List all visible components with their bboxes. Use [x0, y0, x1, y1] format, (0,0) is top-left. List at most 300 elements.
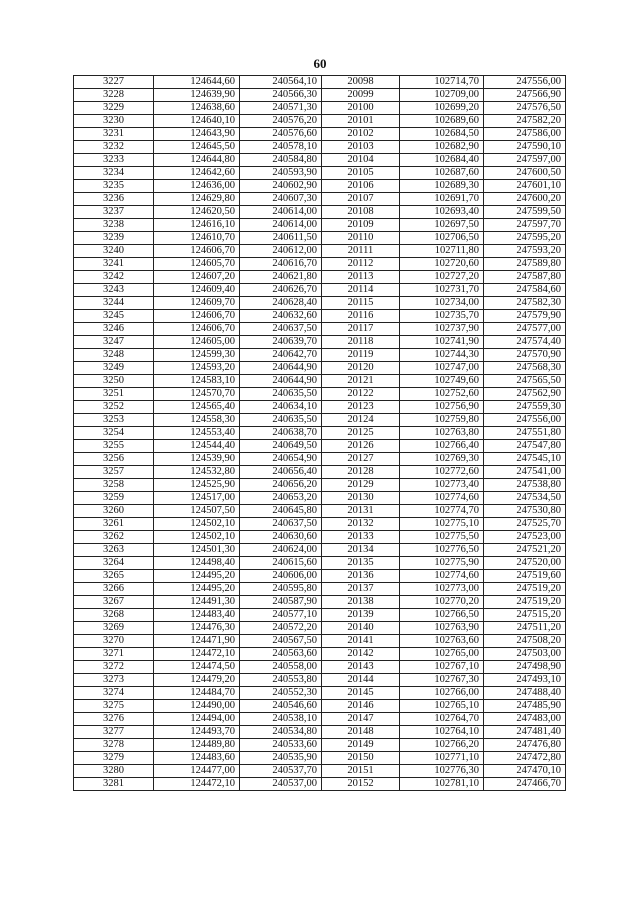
x-coordinate-cell: 124593,20: [154, 362, 240, 375]
point-number-cell: 20148: [322, 726, 400, 739]
x-coordinate-cell: 124606,70: [154, 323, 240, 336]
point-number-cell: 20114: [322, 284, 400, 297]
y-coordinate-cell: 247559,30: [484, 401, 566, 414]
y-coordinate-cell: 247582,30: [484, 297, 566, 310]
x-coordinate-cell: 102711,80: [400, 245, 484, 258]
point-number-cell: 3238: [74, 219, 154, 232]
y-coordinate-cell: 247534,50: [484, 492, 566, 505]
y-coordinate-cell: 247556,00: [484, 414, 566, 427]
point-number-cell: 20143: [322, 661, 400, 674]
point-number-cell: 3254: [74, 427, 154, 440]
x-coordinate-cell: 124494,00: [154, 713, 240, 726]
table-row: [74, 570, 566, 583]
point-number-cell: 20125: [322, 427, 400, 440]
table-row: [74, 349, 566, 362]
y-coordinate-cell: 247601,10: [484, 180, 566, 193]
table-row: [74, 518, 566, 531]
y-coordinate-cell: 247483,00: [484, 713, 566, 726]
y-coordinate-cell: 240538,10: [240, 713, 322, 726]
point-number-cell: 3266: [74, 583, 154, 596]
table-row: [74, 180, 566, 193]
x-coordinate-cell: 124640,10: [154, 115, 240, 128]
x-coordinate-cell: 102684,50: [400, 128, 484, 141]
x-coordinate-cell: 124643,90: [154, 128, 240, 141]
x-coordinate-cell: 124471,90: [154, 635, 240, 648]
point-number-cell: 20131: [322, 505, 400, 518]
point-number-cell: 3258: [74, 479, 154, 492]
point-number-cell: 20132: [322, 518, 400, 531]
coordinates-table: [73, 75, 566, 791]
x-coordinate-cell: 124610,70: [154, 232, 240, 245]
x-coordinate-cell: 102763,90: [400, 622, 484, 635]
x-coordinate-cell: 124525,90: [154, 479, 240, 492]
point-number-cell: 20117: [322, 323, 400, 336]
point-number-cell: 3275: [74, 700, 154, 713]
table-row: [74, 141, 566, 154]
x-coordinate-cell: 102727,20: [400, 271, 484, 284]
y-coordinate-cell: 240593,90: [240, 167, 322, 180]
y-coordinate-cell: 247530,80: [484, 505, 566, 518]
y-coordinate-cell: 247545,10: [484, 453, 566, 466]
x-coordinate-cell: 102737,90: [400, 323, 484, 336]
x-coordinate-cell: 124583,10: [154, 375, 240, 388]
x-coordinate-cell: 124479,20: [154, 674, 240, 687]
y-coordinate-cell: 247472,80: [484, 752, 566, 765]
table-row: [74, 479, 566, 492]
x-coordinate-cell: 102741,90: [400, 336, 484, 349]
y-coordinate-cell: 240587,90: [240, 596, 322, 609]
x-coordinate-cell: 124642,60: [154, 167, 240, 180]
table-row: [74, 453, 566, 466]
x-coordinate-cell: 124609,70: [154, 297, 240, 310]
point-number-cell: 3231: [74, 128, 154, 141]
point-number-cell: 3250: [74, 375, 154, 388]
point-number-cell: 20134: [322, 544, 400, 557]
x-coordinate-cell: 102699,20: [400, 102, 484, 115]
y-coordinate-cell: 240644,90: [240, 375, 322, 388]
table-row: [74, 674, 566, 687]
x-coordinate-cell: 124639,90: [154, 89, 240, 102]
y-coordinate-cell: 240649,50: [240, 440, 322, 453]
x-coordinate-cell: 102720,60: [400, 258, 484, 271]
y-coordinate-cell: 240537,00: [240, 778, 322, 791]
y-coordinate-cell: 247525,70: [484, 518, 566, 531]
y-coordinate-cell: 240553,80: [240, 674, 322, 687]
point-number-cell: 20127: [322, 453, 400, 466]
x-coordinate-cell: 124502,10: [154, 518, 240, 531]
point-number-cell: 3252: [74, 401, 154, 414]
y-coordinate-cell: 247488,40: [484, 687, 566, 700]
x-coordinate-cell: 102765,10: [400, 700, 484, 713]
y-coordinate-cell: 240624,00: [240, 544, 322, 557]
point-number-cell: 3268: [74, 609, 154, 622]
point-number-cell: 20147: [322, 713, 400, 726]
y-coordinate-cell: 240626,70: [240, 284, 322, 297]
y-coordinate-cell: 247589,80: [484, 258, 566, 271]
x-coordinate-cell: 102772,60: [400, 466, 484, 479]
point-number-cell: 3247: [74, 336, 154, 349]
point-number-cell: 3280: [74, 765, 154, 778]
x-coordinate-cell: 102770,20: [400, 596, 484, 609]
table-row: [74, 635, 566, 648]
point-number-cell: 3279: [74, 752, 154, 765]
x-coordinate-cell: 124629,80: [154, 193, 240, 206]
x-coordinate-cell: 102764,10: [400, 726, 484, 739]
y-coordinate-cell: 247470,10: [484, 765, 566, 778]
table-row: [74, 271, 566, 284]
x-coordinate-cell: 124565,40: [154, 401, 240, 414]
point-number-cell: 20121: [322, 375, 400, 388]
x-coordinate-cell: 102764,70: [400, 713, 484, 726]
point-number-cell: 3269: [74, 622, 154, 635]
point-number-cell: 3259: [74, 492, 154, 505]
x-coordinate-cell: 102706,50: [400, 232, 484, 245]
x-coordinate-cell: 102776,50: [400, 544, 484, 557]
y-coordinate-cell: 247574,40: [484, 336, 566, 349]
point-number-cell: 20105: [322, 167, 400, 180]
point-number-cell: 20133: [322, 531, 400, 544]
y-coordinate-cell: 247590,10: [484, 141, 566, 154]
y-coordinate-cell: 240535,90: [240, 752, 322, 765]
y-coordinate-cell: 240577,10: [240, 609, 322, 622]
y-coordinate-cell: 240615,60: [240, 557, 322, 570]
point-number-cell: 3261: [74, 518, 154, 531]
y-coordinate-cell: 247515,20: [484, 609, 566, 622]
point-number-cell: 3274: [74, 687, 154, 700]
point-number-cell: 20111: [322, 245, 400, 258]
point-number-cell: 3246: [74, 323, 154, 336]
point-number-cell: 20142: [322, 648, 400, 661]
point-number-cell: 3242: [74, 271, 154, 284]
table-row: [74, 284, 566, 297]
table-row: [74, 310, 566, 323]
x-coordinate-cell: 102773,40: [400, 479, 484, 492]
table-row: [74, 427, 566, 440]
point-number-cell: 20104: [322, 154, 400, 167]
y-coordinate-cell: 247476,80: [484, 739, 566, 752]
point-number-cell: 3272: [74, 661, 154, 674]
y-coordinate-cell: 247570,90: [484, 349, 566, 362]
point-number-cell: 20128: [322, 466, 400, 479]
y-coordinate-cell: 247565,50: [484, 375, 566, 388]
y-coordinate-cell: 240630,60: [240, 531, 322, 544]
table-row: [74, 297, 566, 310]
table-row: [74, 531, 566, 544]
point-number-cell: 20138: [322, 596, 400, 609]
point-number-cell: 3276: [74, 713, 154, 726]
point-number-cell: 20102: [322, 128, 400, 141]
point-number-cell: 20109: [322, 219, 400, 232]
y-coordinate-cell: 240611,50: [240, 232, 322, 245]
point-number-cell: 20108: [322, 206, 400, 219]
point-number-cell: 3262: [74, 531, 154, 544]
y-coordinate-cell: 240639,70: [240, 336, 322, 349]
point-number-cell: 3273: [74, 674, 154, 687]
x-coordinate-cell: 102774,70: [400, 505, 484, 518]
y-coordinate-cell: 247556,00: [484, 76, 566, 89]
x-coordinate-cell: 102693,40: [400, 206, 484, 219]
point-number-cell: 20149: [322, 739, 400, 752]
x-coordinate-cell: 102752,60: [400, 388, 484, 401]
table-row: [74, 661, 566, 674]
x-coordinate-cell: 124489,80: [154, 739, 240, 752]
x-coordinate-cell: 102766,00: [400, 687, 484, 700]
y-coordinate-cell: 240635,50: [240, 388, 322, 401]
point-number-cell: 3227: [74, 76, 154, 89]
point-number-cell: 20118: [322, 336, 400, 349]
table-row: [74, 362, 566, 375]
point-number-cell: 3228: [74, 89, 154, 102]
y-coordinate-cell: 240621,80: [240, 271, 322, 284]
y-coordinate-cell: 240576,20: [240, 115, 322, 128]
table-row: [74, 336, 566, 349]
y-coordinate-cell: 247466,70: [484, 778, 566, 791]
point-number-cell: 20141: [322, 635, 400, 648]
table-row: [74, 765, 566, 778]
y-coordinate-cell: 240616,70: [240, 258, 322, 271]
y-coordinate-cell: 240537,70: [240, 765, 322, 778]
x-coordinate-cell: 102763,80: [400, 427, 484, 440]
point-number-cell: 20130: [322, 492, 400, 505]
x-coordinate-cell: 124507,50: [154, 505, 240, 518]
point-number-cell: 20122: [322, 388, 400, 401]
y-coordinate-cell: 240564,10: [240, 76, 322, 89]
x-coordinate-cell: 124616,10: [154, 219, 240, 232]
x-coordinate-cell: 124483,40: [154, 609, 240, 622]
y-coordinate-cell: 247599,50: [484, 206, 566, 219]
y-coordinate-cell: 240576,60: [240, 128, 322, 141]
x-coordinate-cell: 102781,10: [400, 778, 484, 791]
x-coordinate-cell: 124605,00: [154, 336, 240, 349]
y-coordinate-cell: 240614,00: [240, 206, 322, 219]
point-number-cell: 3248: [74, 349, 154, 362]
point-number-cell: 3256: [74, 453, 154, 466]
point-number-cell: 20115: [322, 297, 400, 310]
x-coordinate-cell: 102773,00: [400, 583, 484, 596]
point-number-cell: 20098: [322, 76, 400, 89]
point-number-cell: 3260: [74, 505, 154, 518]
table-row: [74, 596, 566, 609]
point-number-cell: 20101: [322, 115, 400, 128]
y-coordinate-cell: 247521,20: [484, 544, 566, 557]
y-coordinate-cell: 247485,90: [484, 700, 566, 713]
point-number-cell: 3230: [74, 115, 154, 128]
table-row: [74, 206, 566, 219]
x-coordinate-cell: 102691,70: [400, 193, 484, 206]
point-number-cell: 20119: [322, 349, 400, 362]
y-coordinate-cell: 240654,90: [240, 453, 322, 466]
point-number-cell: 20123: [322, 401, 400, 414]
x-coordinate-cell: 124490,00: [154, 700, 240, 713]
table-row: [74, 505, 566, 518]
y-coordinate-cell: 247597,00: [484, 154, 566, 167]
x-coordinate-cell: 102767,30: [400, 674, 484, 687]
x-coordinate-cell: 124620,50: [154, 206, 240, 219]
x-coordinate-cell: 102775,50: [400, 531, 484, 544]
table-row: [74, 726, 566, 739]
table-row: [74, 752, 566, 765]
y-coordinate-cell: 240534,80: [240, 726, 322, 739]
x-coordinate-cell: 102731,70: [400, 284, 484, 297]
point-number-cell: 3253: [74, 414, 154, 427]
point-number-cell: 20126: [322, 440, 400, 453]
x-coordinate-cell: 102766,50: [400, 609, 484, 622]
y-coordinate-cell: 240607,30: [240, 193, 322, 206]
point-number-cell: 3263: [74, 544, 154, 557]
table-row: [74, 219, 566, 232]
table-row: [74, 258, 566, 271]
point-number-cell: 20145: [322, 687, 400, 700]
table-row: [74, 609, 566, 622]
point-number-cell: 3239: [74, 232, 154, 245]
x-coordinate-cell: 124517,00: [154, 492, 240, 505]
y-coordinate-cell: 247538,80: [484, 479, 566, 492]
x-coordinate-cell: 124644,80: [154, 154, 240, 167]
x-coordinate-cell: 124472,10: [154, 778, 240, 791]
point-number-cell: 20112: [322, 258, 400, 271]
y-coordinate-cell: 247520,00: [484, 557, 566, 570]
y-coordinate-cell: 247503,00: [484, 648, 566, 661]
y-coordinate-cell: 247481,40: [484, 726, 566, 739]
point-number-cell: 3264: [74, 557, 154, 570]
point-number-cell: 3278: [74, 739, 154, 752]
x-coordinate-cell: 102774,60: [400, 570, 484, 583]
point-number-cell: 3267: [74, 596, 154, 609]
x-coordinate-cell: 124544,40: [154, 440, 240, 453]
x-coordinate-cell: 124539,90: [154, 453, 240, 466]
table-row: [74, 89, 566, 102]
point-number-cell: 20113: [322, 271, 400, 284]
table-row: [74, 76, 566, 89]
point-number-cell: 20137: [322, 583, 400, 596]
table-row: [74, 544, 566, 557]
x-coordinate-cell: 102765,00: [400, 648, 484, 661]
point-number-cell: 20140: [322, 622, 400, 635]
table-row: [74, 193, 566, 206]
x-coordinate-cell: 102697,50: [400, 219, 484, 232]
y-coordinate-cell: 240628,40: [240, 297, 322, 310]
table-row: [74, 713, 566, 726]
y-coordinate-cell: 240634,10: [240, 401, 322, 414]
y-coordinate-cell: 240546,60: [240, 700, 322, 713]
point-number-cell: 20144: [322, 674, 400, 687]
point-number-cell: 20146: [322, 700, 400, 713]
x-coordinate-cell: 124495,20: [154, 570, 240, 583]
x-coordinate-cell: 102774,60: [400, 492, 484, 505]
table-row: [74, 557, 566, 570]
point-number-cell: 20106: [322, 180, 400, 193]
table-row: [74, 440, 566, 453]
point-number-cell: 20107: [322, 193, 400, 206]
x-coordinate-cell: 102775,10: [400, 518, 484, 531]
point-number-cell: 20120: [322, 362, 400, 375]
page-number: 60: [313, 56, 327, 71]
table-row: [74, 622, 566, 635]
x-coordinate-cell: 102766,40: [400, 440, 484, 453]
y-coordinate-cell: 240563,60: [240, 648, 322, 661]
x-coordinate-cell: 102709,00: [400, 89, 484, 102]
point-number-cell: 3236: [74, 193, 154, 206]
x-coordinate-cell: 124558,30: [154, 414, 240, 427]
point-number-cell: 3241: [74, 258, 154, 271]
table-row: [74, 700, 566, 713]
point-number-cell: 20135: [322, 557, 400, 570]
y-coordinate-cell: 247551,80: [484, 427, 566, 440]
y-coordinate-cell: 247547,80: [484, 440, 566, 453]
y-coordinate-cell: 240558,00: [240, 661, 322, 674]
y-coordinate-cell: 247523,00: [484, 531, 566, 544]
x-coordinate-cell: 102689,60: [400, 115, 484, 128]
table-row: [74, 375, 566, 388]
y-coordinate-cell: 247586,00: [484, 128, 566, 141]
point-number-cell: 20124: [322, 414, 400, 427]
x-coordinate-cell: 102767,10: [400, 661, 484, 674]
x-coordinate-cell: 124476,30: [154, 622, 240, 635]
x-coordinate-cell: 124638,60: [154, 102, 240, 115]
table-row: [74, 128, 566, 141]
x-coordinate-cell: 102734,00: [400, 297, 484, 310]
x-coordinate-cell: 102769,30: [400, 453, 484, 466]
table-row: [74, 167, 566, 180]
y-coordinate-cell: 240638,70: [240, 427, 322, 440]
x-coordinate-cell: 102756,90: [400, 401, 484, 414]
table-row: [74, 466, 566, 479]
point-number-cell: 3251: [74, 388, 154, 401]
table-row: [74, 232, 566, 245]
y-coordinate-cell: 247593,20: [484, 245, 566, 258]
x-coordinate-cell: 102747,00: [400, 362, 484, 375]
x-coordinate-cell: 124502,10: [154, 531, 240, 544]
y-coordinate-cell: 240533,60: [240, 739, 322, 752]
point-number-cell: 3271: [74, 648, 154, 661]
x-coordinate-cell: 124491,30: [154, 596, 240, 609]
point-number-cell: 3235: [74, 180, 154, 193]
y-coordinate-cell: 240632,60: [240, 310, 322, 323]
y-coordinate-cell: 240644,90: [240, 362, 322, 375]
y-coordinate-cell: 240653,20: [240, 492, 322, 505]
table-row: [74, 583, 566, 596]
y-coordinate-cell: 247577,00: [484, 323, 566, 336]
table-row: [74, 115, 566, 128]
point-number-cell: 20150: [322, 752, 400, 765]
x-coordinate-cell: 124474,50: [154, 661, 240, 674]
y-coordinate-cell: 240642,70: [240, 349, 322, 362]
y-coordinate-cell: 240571,30: [240, 102, 322, 115]
y-coordinate-cell: 240645,80: [240, 505, 322, 518]
x-coordinate-cell: 124609,40: [154, 284, 240, 297]
x-coordinate-cell: 102687,60: [400, 167, 484, 180]
y-coordinate-cell: 247595,20: [484, 232, 566, 245]
y-coordinate-cell: 247566,90: [484, 89, 566, 102]
y-coordinate-cell: 247582,20: [484, 115, 566, 128]
x-coordinate-cell: 124483,60: [154, 752, 240, 765]
x-coordinate-cell: 102763,60: [400, 635, 484, 648]
x-coordinate-cell: 124501,30: [154, 544, 240, 557]
y-coordinate-cell: 247511,20: [484, 622, 566, 635]
y-coordinate-cell: 240566,30: [240, 89, 322, 102]
point-number-cell: 3257: [74, 466, 154, 479]
coordinates-table-body: [74, 76, 566, 791]
point-number-cell: 3237: [74, 206, 154, 219]
table-row: [74, 245, 566, 258]
y-coordinate-cell: 247562,90: [484, 388, 566, 401]
y-coordinate-cell: 247600,20: [484, 193, 566, 206]
y-coordinate-cell: 240578,10: [240, 141, 322, 154]
point-number-cell: 3281: [74, 778, 154, 791]
x-coordinate-cell: 124645,50: [154, 141, 240, 154]
x-coordinate-cell: 102776,30: [400, 765, 484, 778]
y-coordinate-cell: 240584,80: [240, 154, 322, 167]
